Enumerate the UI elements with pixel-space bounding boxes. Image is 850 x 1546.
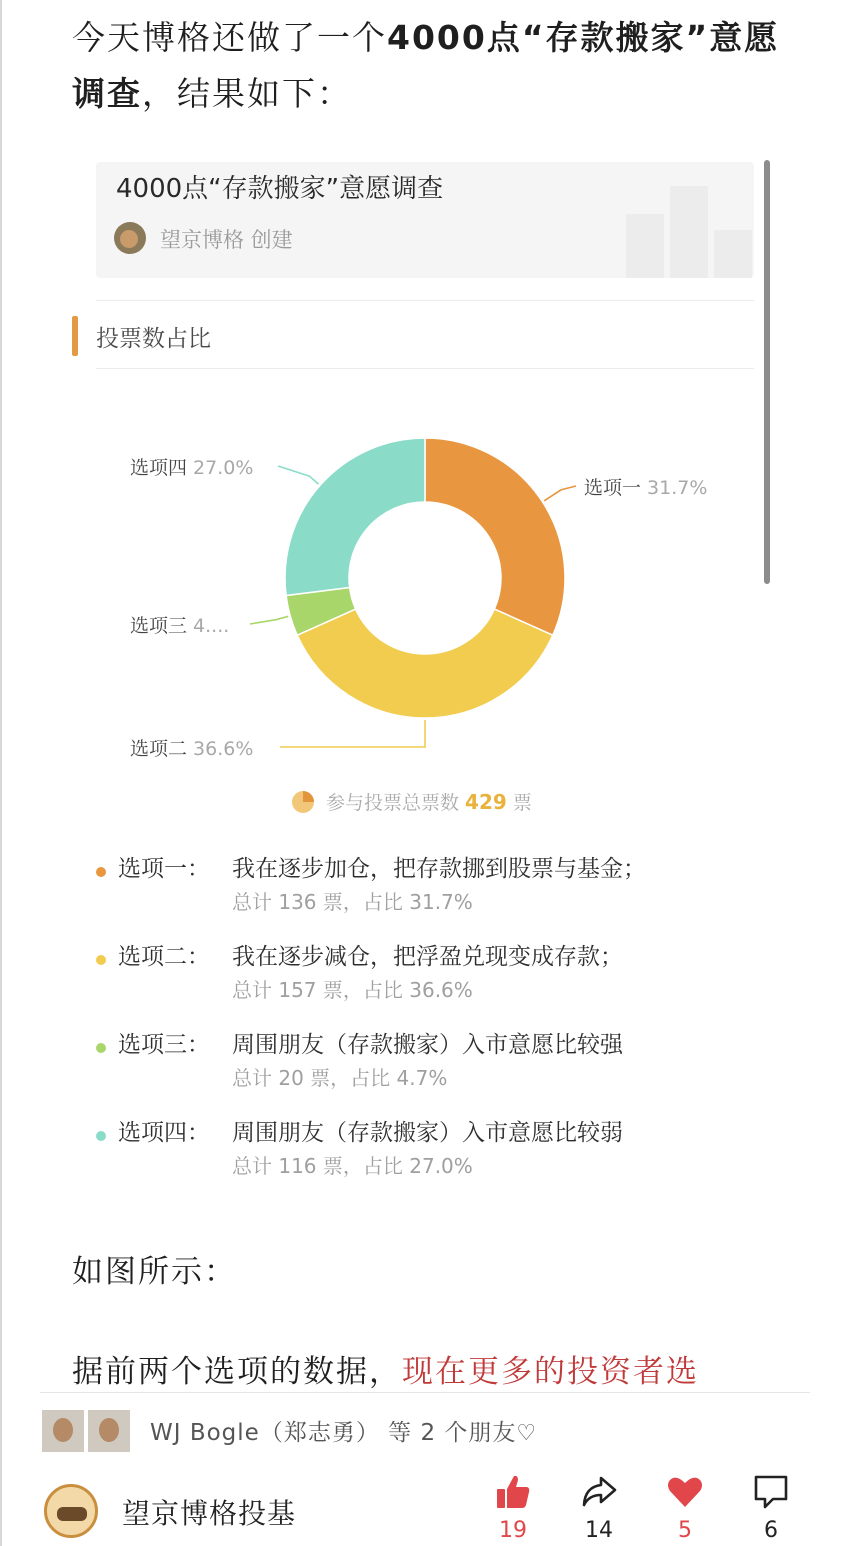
- poll-creator: 望京博格 创建: [160, 228, 293, 252]
- section-accent-bar: [72, 316, 78, 356]
- article-paragraph: 如图所示：: [72, 1254, 237, 1290]
- favorite-count: 5: [678, 1518, 692, 1543]
- leader-line-4: [278, 466, 318, 484]
- option-label: 选项二：: [118, 944, 210, 970]
- like-button[interactable]: [488, 1472, 538, 1544]
- intro-text-pre: 今天博格还做了一个: [72, 18, 387, 57]
- avatar: [42, 1410, 84, 1452]
- share-button[interactable]: [574, 1472, 624, 1544]
- slice-label-4: 选项四 27.0%: [130, 457, 254, 479]
- leader-line-1: [544, 486, 576, 501]
- divider: [96, 300, 754, 301]
- total-votes: [292, 788, 532, 815]
- avatar: [88, 1410, 130, 1452]
- heart-outline-icon: ♡: [516, 1421, 538, 1446]
- slice-label-1: 选项一 31.7%: [584, 477, 708, 499]
- poll-title: 4000点“存款搬家”意愿调查: [116, 174, 444, 204]
- intro-text-bold: 4000点“存款搬家”意愿调查: [72, 18, 780, 113]
- donut-slice-4[interactable]: [285, 438, 425, 596]
- divider: [96, 368, 754, 369]
- donut-slice-1[interactable]: [425, 438, 565, 635]
- poll-card[interactable]: [96, 162, 754, 278]
- heart-icon: [660, 1472, 710, 1516]
- paragraph-text: 据前两个选项的数据，: [72, 1354, 402, 1390]
- like-count: 19: [499, 1518, 527, 1543]
- highlighted-text: 现在更多的投资者选: [402, 1354, 699, 1390]
- creator-avatar: [114, 222, 146, 254]
- section-title: 投票数占比: [96, 326, 211, 352]
- total-count: 429: [465, 790, 507, 814]
- total-label: 参与投票总票数: [326, 792, 466, 814]
- total-unit: 票: [506, 792, 532, 814]
- comment-button[interactable]: [746, 1472, 796, 1544]
- option-stat: 总计 20 票，占比 4.7%: [232, 1066, 448, 1090]
- account-logo[interactable]: [44, 1484, 98, 1538]
- option-color-dot: [96, 1043, 106, 1053]
- option-color-dot: [96, 1131, 106, 1141]
- favorite-button[interactable]: [660, 1472, 710, 1544]
- intro-paragraph: [72, 10, 792, 122]
- option-stat: 总计 116 票，占比 27.0%: [232, 1154, 473, 1178]
- slice-label-3: 选项三 4....: [130, 615, 230, 637]
- option-stat: 总计 157 票，占比 36.6%: [232, 978, 473, 1002]
- friends-liked-label: WJ Bogle（郑志勇） 等 2 个朋友: [150, 1420, 517, 1446]
- option-color-dot: [96, 867, 106, 877]
- slice-label-2: 选项二 36.6%: [130, 738, 254, 760]
- comment-count: 6: [764, 1518, 778, 1543]
- bar-chart-decoration-icon: [624, 182, 754, 278]
- comment-bubble-icon: [746, 1472, 796, 1516]
- thumbs-up-icon: [488, 1472, 538, 1516]
- leader-line-3: [250, 616, 288, 624]
- intro-text-post: ，结果如下：: [142, 74, 352, 113]
- option-label: 选项一：: [118, 856, 210, 882]
- share-arrow-icon: [574, 1472, 624, 1516]
- divider: [40, 1392, 810, 1393]
- option-stat: 总计 136 票，占比 31.7%: [232, 890, 473, 914]
- option-description: 周围朋友（存款搬家）入市意愿比较弱: [232, 1120, 623, 1146]
- option-description: 我在逐步加仓，把存款挪到股票与基金；: [232, 856, 646, 882]
- article-paragraph: [72, 1346, 699, 1391]
- leader-line-2: [280, 720, 425, 747]
- share-count: 14: [585, 1518, 613, 1543]
- option-description: 周围朋友（存款搬家）入市意愿比较强: [232, 1032, 623, 1058]
- donut-slice-2[interactable]: [297, 609, 553, 718]
- pie-chart-icon: [292, 791, 314, 813]
- friends-liked-text[interactable]: [150, 1414, 537, 1447]
- option-label: 选项三：: [118, 1032, 210, 1058]
- vote-donut-chart: [0, 400, 850, 780]
- option-color-dot: [96, 955, 106, 965]
- option-label: 选项四：: [118, 1120, 210, 1146]
- account-name[interactable]: 望京博格投基: [122, 1497, 297, 1530]
- friend-avatars[interactable]: [42, 1410, 134, 1456]
- option-description: 我在逐步减仓，把浮盈兑现变成存款；: [232, 944, 623, 970]
